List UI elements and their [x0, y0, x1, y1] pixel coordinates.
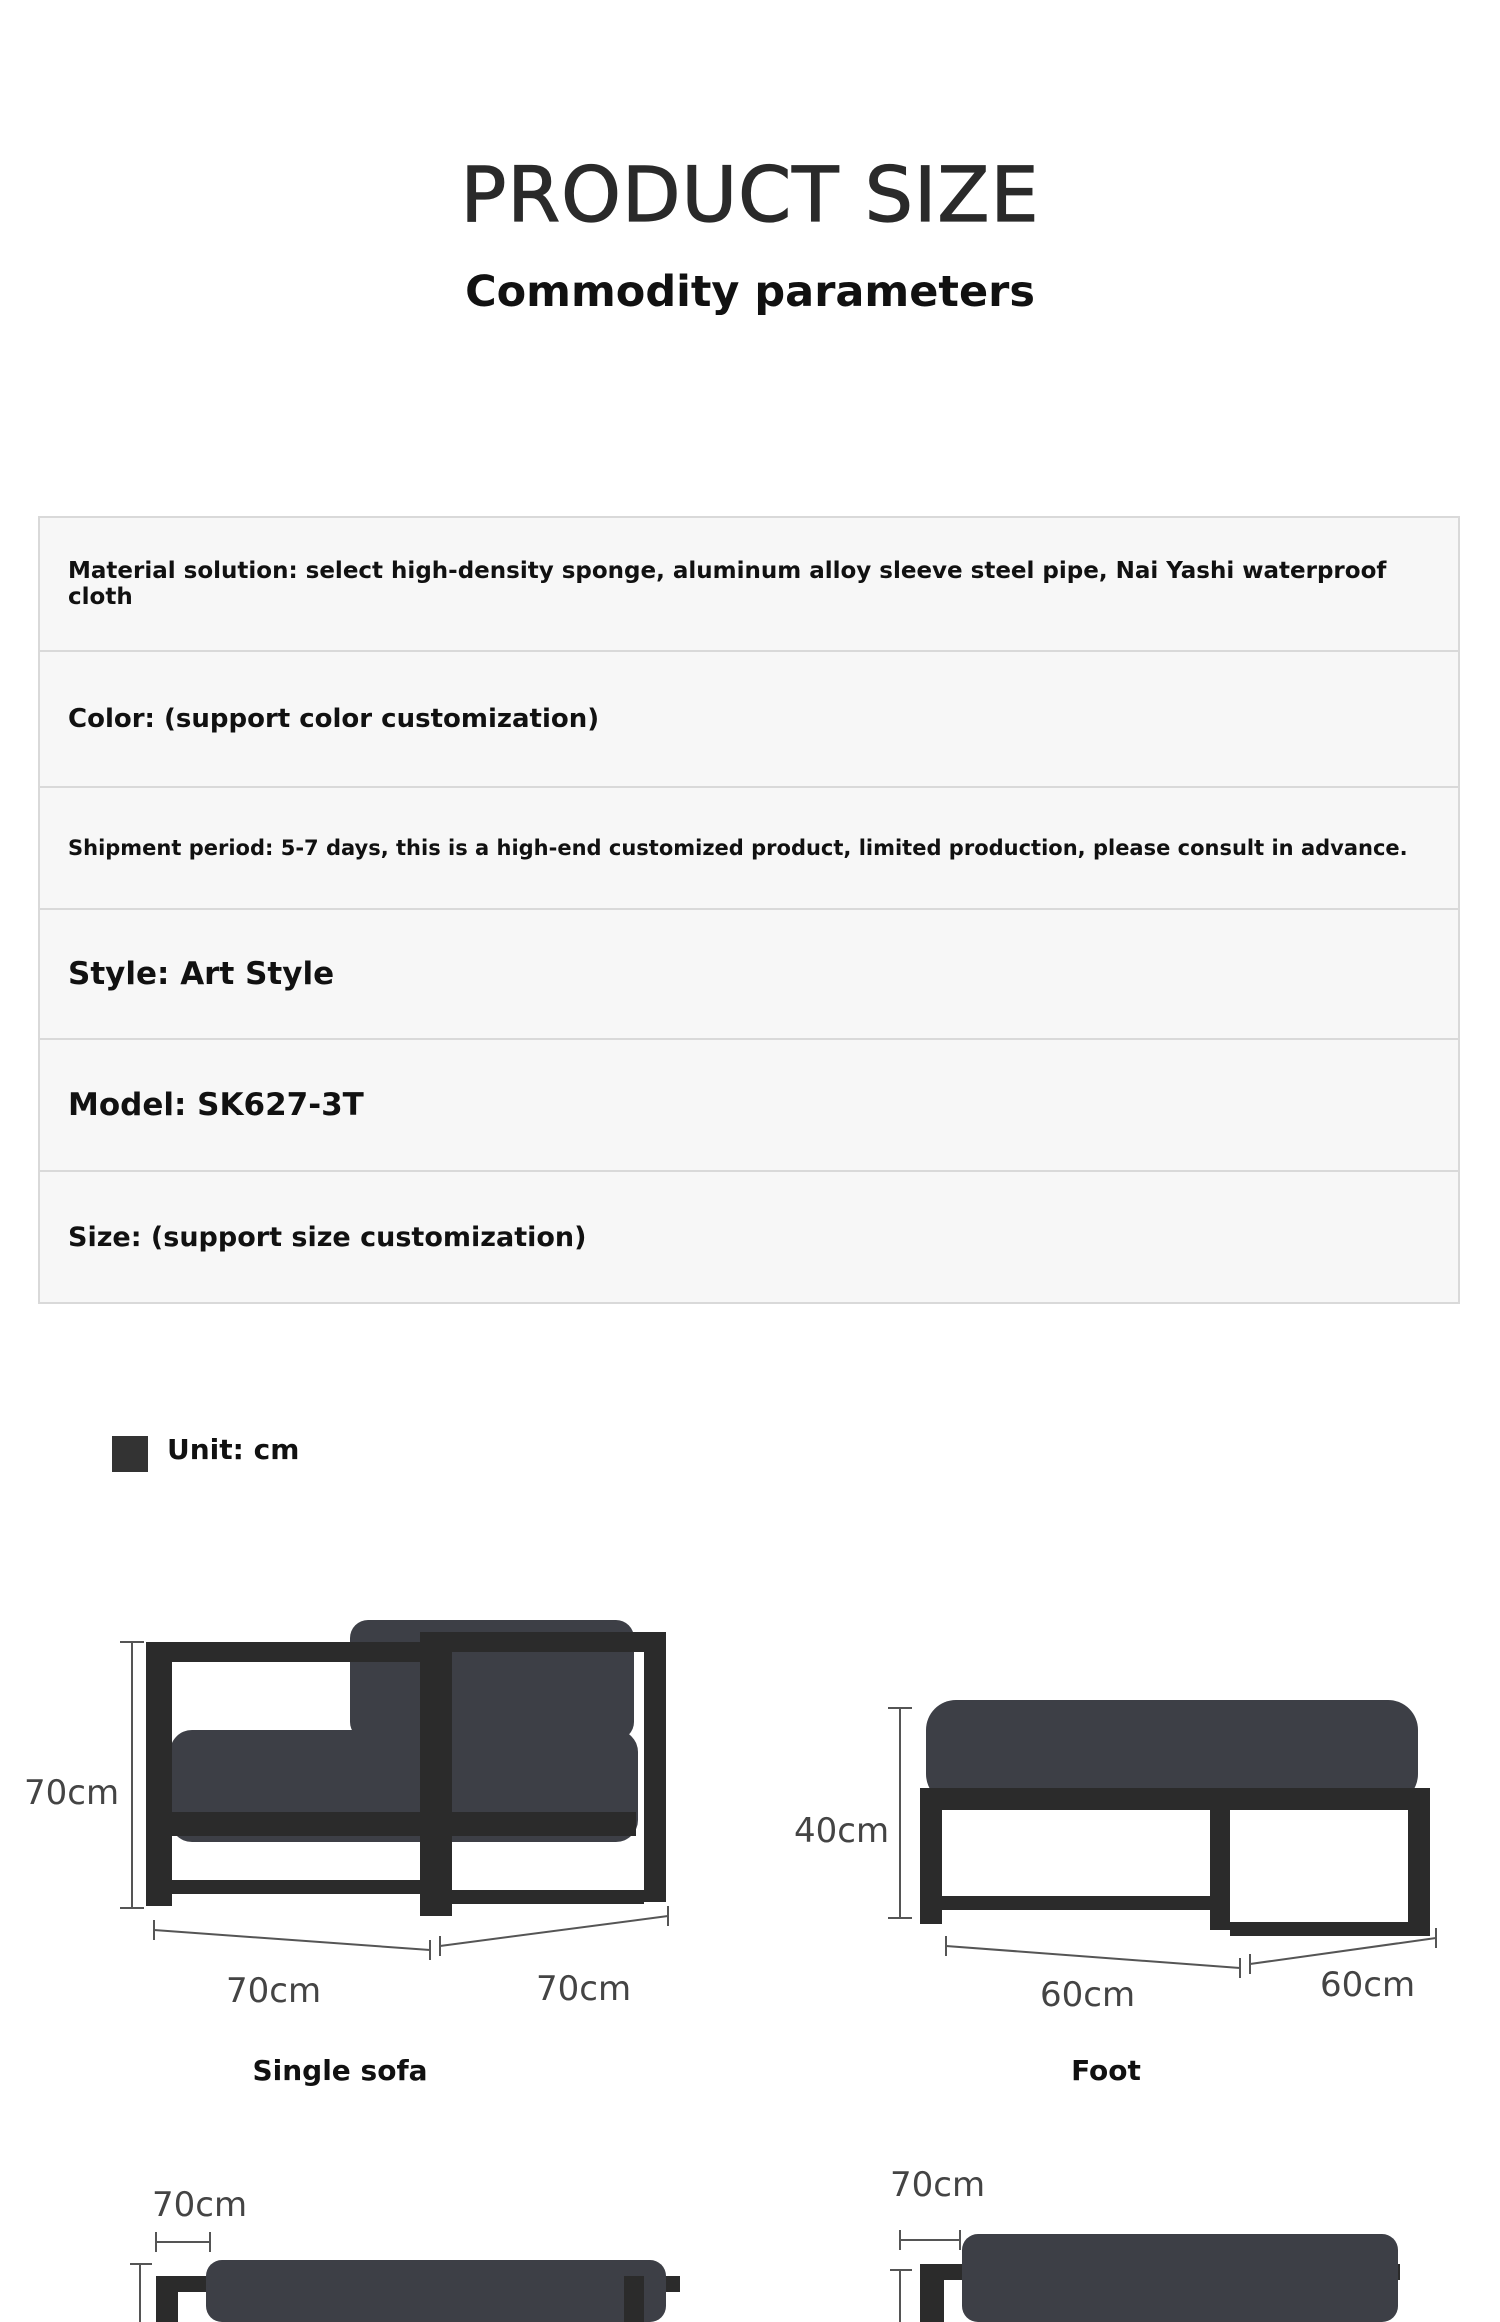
partial-sofa-figure-right	[880, 2160, 1400, 2322]
foot-width-label: 60cm	[1040, 1975, 1136, 2015]
right-partial-top-dim: 70cm	[890, 2165, 986, 2205]
param-row-color	[40, 652, 1458, 788]
param-text: Model: SK627-3T	[68, 1087, 364, 1123]
sofa-depth-label: 70cm	[536, 1969, 632, 2009]
caption-single-sofa: Single sofa	[252, 2054, 428, 2087]
param-text: Size: (support size customization)	[68, 1221, 587, 1253]
foot-figure	[760, 1660, 1460, 2020]
caption-foot: Foot	[1071, 2054, 1141, 2087]
param-row-size	[40, 1172, 1458, 1302]
foot-depth-label: 60cm	[1320, 1965, 1416, 2005]
left-partial-top-dim: 70cm	[152, 2185, 248, 2225]
sofa-width-label: 70cm	[226, 1971, 322, 2010]
param-text: Material solution: select high-density sponge, aluminum alloy sleeve steel pipe, Nai Yashi waterproof cloth	[68, 558, 1387, 610]
parameters-table	[38, 516, 1460, 1304]
param-row-model	[40, 1040, 1458, 1172]
page-title: PRODUCT SIZE	[460, 150, 1040, 239]
single-sofa-figure	[0, 1590, 700, 2010]
param-row-material	[40, 518, 1458, 652]
unit-marker-square	[112, 1436, 148, 1472]
param-row-style	[40, 910, 1458, 1040]
param-text: Shipment period: 5-7 days, this is a high-end customized product, limited production, please consult in advance.	[68, 836, 1408, 860]
param-row-shipment	[40, 788, 1458, 910]
sofa-height-label: 70cm	[24, 1773, 120, 1813]
partial-sofa-figure-left	[120, 2180, 680, 2322]
page-subtitle: Commodity parameters	[465, 267, 1035, 317]
param-text: Style: Art Style	[68, 956, 335, 992]
foot-height-label: 40cm	[794, 1811, 890, 1851]
unit-label: Unit: cm	[167, 1433, 300, 1466]
param-text: Color: (support color customization)	[68, 704, 600, 734]
